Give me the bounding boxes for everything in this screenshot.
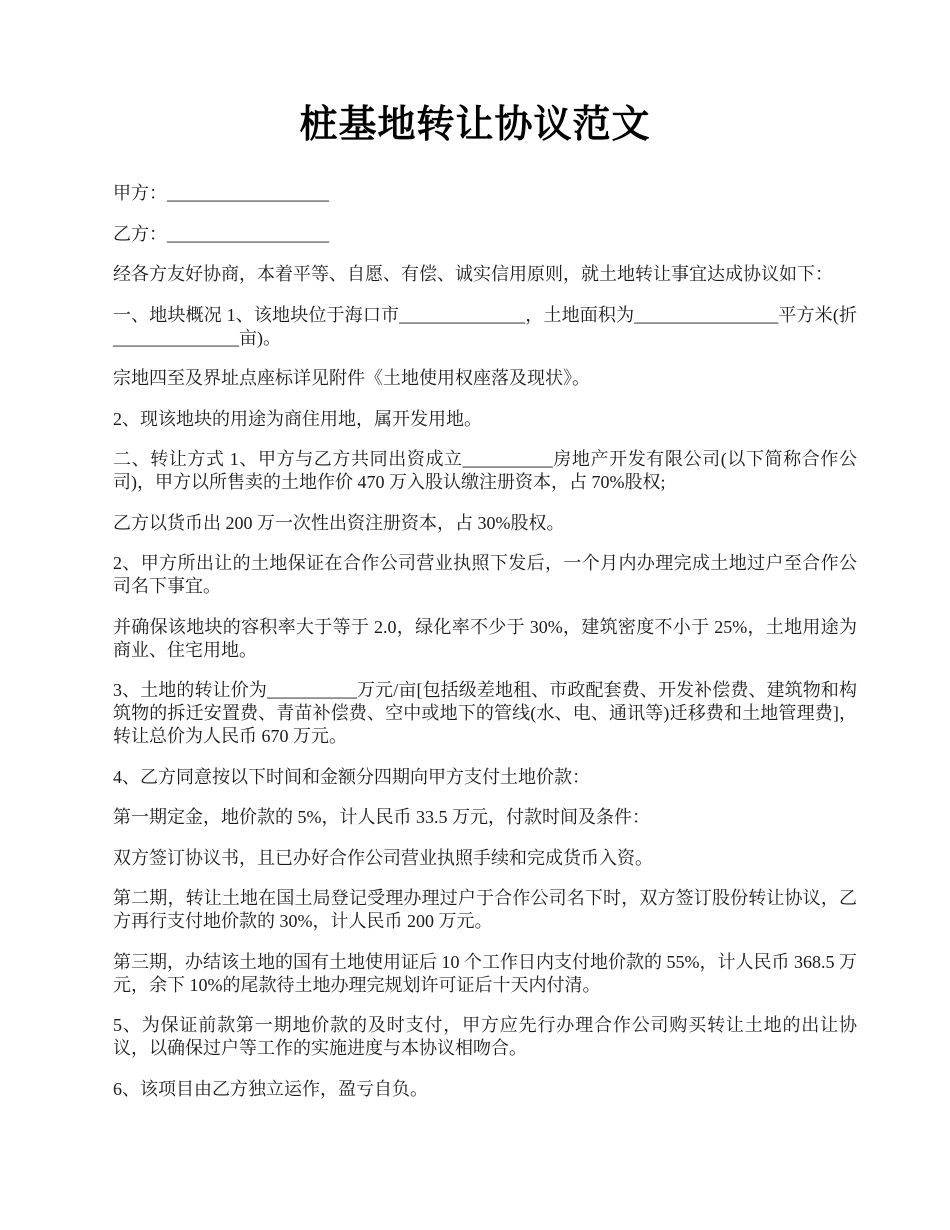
clause-payment-schedule: 4、乙方同意按以下时间和金额分四期向甲方支付土地价款： [113, 766, 590, 787]
party-b-line: 乙方：__________________ [113, 223, 329, 244]
clause-transfer-price: 3、土地的转让价为__________万元/亩[包括级差地租、市政配套费、开发补偿费、建筑物和构筑物的拆迁安置费、青苗补偿费、空中或地下的管线(水、电、通讯等)迁移费和土地管理费]，转让总价为人民币 670 万元。 [113, 680, 857, 746]
payment-phase-1: 第一期定金，地价款的 5%，计人民币 33.5 万元，付款时间及条件： [113, 807, 650, 827]
page-title: 桩基地转让协议范文 [299, 104, 651, 146]
preamble: 经各方友好协商，本着平等、自愿、有偿、诚实信用原则，就土地转让事宜达成协议如下： [113, 264, 833, 284]
payment-phase-3: 第三期，办结该土地的国有土地使用证后 10 个工作日内支付地价款的 55%，计人民币 368.5 万元，余下 10%的尾款待土地办理完规划许可证后十天内付清。 [113, 951, 857, 995]
clause-land-overview: 一、地块概况 1、该地块位于海口市______________，土地面积为________________平方米(折______________亩)。 [113, 304, 857, 348]
clause-independent-operation: 6、该项目由乙方独立运作，盈亏自负。 [113, 1078, 428, 1099]
payment-phase-1-condition: 双方签订协议书，且已办好合作公司营业执照手续和完成货币入资。 [113, 847, 653, 868]
clause-party-b-capital: 乙方以货币出 200 万一次性出资注册资本，占 30%股权。 [113, 512, 565, 533]
payment-phase-2: 第二期，转让土地在国土局登记受理办理过户于合作公司名下时，双方签订股份转让协议，乙方再行支付地价款的 30%，计人民币 200 万元。 [113, 888, 857, 931]
clause-transfer-method: 二、转让方式 1、甲方与乙方共同出资成立__________房地产开发有限公司(以下简称合作公司)，甲方以所售卖的土地作价 470 万入股认缴注册资本，占 70%股权; [113, 449, 857, 492]
clause-land-use: 2、现该地块的用途为商住用地，属开发用地。 [113, 408, 482, 429]
document-body [0, 149, 950, 1101]
party-a-line: 甲方：__________________ [113, 183, 329, 203]
clause-planning-indicators: 并确保该地块的容积率大于等于 2.0，绿化率不少于 30%，建筑密度不小于 25%，土地用途为商业、住宅用地。 [113, 616, 857, 660]
clause-boundary-attachment: 宗地四至及界址点座标详见附件《土地使用权座落及现状》。 [113, 368, 590, 388]
clause-advance-handling: 5、为保证前款第一期地价款的及时支付，甲方应先行办理合作公司购买转让土地的出让协议，以确保过户等工作的实施进度与本协议相吻合。 [113, 1015, 857, 1058]
clause-transfer-guarantee: 2、甲方所出让的土地保证在合作公司营业执照下发后，一个月内办理完成土地过户至合作公司名下事宜。 [113, 553, 857, 596]
